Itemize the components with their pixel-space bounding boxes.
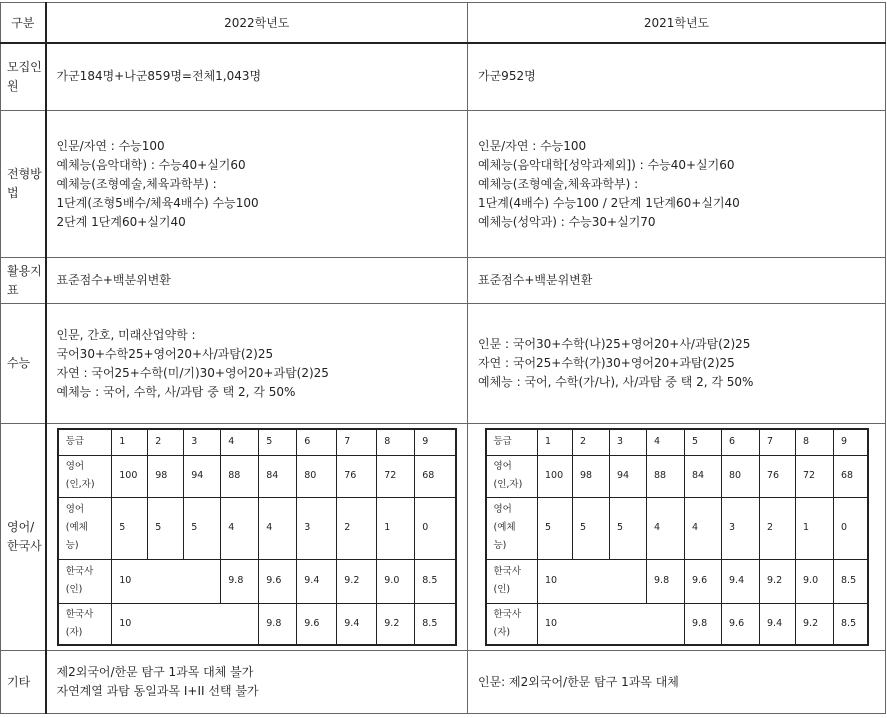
grade-row-hist-nat [486, 603, 868, 645]
etc-2021 [468, 651, 886, 714]
row-eng-hist [1, 424, 886, 651]
csat-2021-line: 예체능 : 국어, 수학(가/나), 사/과탐 중 택 2, 각 50% [478, 375, 754, 389]
grade-table-2022 [57, 428, 457, 646]
method-2021 [468, 111, 886, 258]
grade-row-eng-hum [486, 455, 868, 497]
grade-cell: 76 [760, 455, 796, 497]
grade-label-part: (인) [493, 584, 511, 595]
grade-cell: 5 [610, 497, 647, 559]
grade-cell: 8.5 [415, 603, 456, 645]
grade-cell: 9.4 [337, 603, 377, 645]
grade-cell: 4 [221, 497, 259, 559]
method-2021-line: 인문/자연 : 수능100 [478, 138, 587, 153]
grade-cell: 0 [415, 497, 456, 559]
grade-cell: 5 [148, 497, 184, 559]
grade-header-cell: 2 [148, 429, 184, 455]
grade-row-eng-hum [58, 455, 456, 497]
grade-cell-merged: 10 [538, 559, 647, 603]
label-index: 활용지표 [1, 258, 46, 304]
grade-cell-merged: 10 [538, 603, 685, 645]
grade-row-eng-art [486, 497, 868, 559]
grade-cell: 9.2 [377, 603, 415, 645]
method-2021-line: 예체능(조형예술,체육과학부) : [478, 176, 639, 191]
method-2021-line: 예체능(성악과) : 수능30+실기70 [478, 214, 656, 229]
grade-header-cell: 9 [415, 429, 456, 455]
label-method: 전형방법 [1, 111, 46, 258]
grade-cell: 68 [415, 455, 456, 497]
method-2022 [46, 111, 468, 258]
recruit-2022: 가군184명+나군859명=전체1,043명 [46, 43, 468, 111]
grade-label-part: 영어 [493, 461, 512, 472]
grade-cell: 9.6 [722, 603, 760, 645]
grade-row-label [486, 603, 538, 645]
grade-label-part: 한국사 [65, 566, 94, 577]
grade-cell: 94 [184, 455, 221, 497]
grade-cell: 9.4 [760, 603, 796, 645]
method-2022-line: 1단계(조형5배수/체육4배수) 수능100 [56, 195, 259, 210]
grade-cell: 100 [112, 455, 148, 497]
grade-row-hist-nat [58, 603, 456, 645]
recruit-2021: 가군952명 [468, 43, 886, 111]
grade-cell: 9.6 [297, 603, 337, 645]
method-2022-line: 인문/자연 : 수능100 [56, 138, 165, 153]
grade-row-hist-hum [486, 559, 868, 603]
grade-cell: 72 [796, 455, 834, 497]
grade-cell: 88 [221, 455, 259, 497]
grade-header-cell: 1 [538, 429, 573, 455]
grade-cell: 9.8 [259, 603, 297, 645]
grade-row-label [486, 559, 538, 603]
label-recruit: 모집인원 [1, 43, 46, 111]
grade-header-cell: 등급 [486, 429, 538, 455]
grade-cell: 5 [573, 497, 610, 559]
header-2021: 2021학년도 [468, 3, 886, 43]
grade-cell: 84 [259, 455, 297, 497]
csat-2022-line: 예체능 : 국어, 수학, 사/과탐 중 택 2, 각 50% [56, 384, 296, 399]
grade-label-part: (예체 [65, 522, 88, 533]
grade-cell: 9.6 [685, 559, 722, 603]
grade-cell: 9.8 [647, 559, 685, 603]
grade-cell: 8.5 [834, 603, 868, 645]
grade-cell: 9.4 [722, 559, 760, 603]
grade-cell: 8.5 [415, 559, 456, 603]
grades-2021 [468, 424, 886, 651]
grade-label-part: 능) [65, 540, 79, 551]
csat-2021 [468, 304, 886, 424]
grade-cell: 4 [685, 497, 722, 559]
grade-label-part: 능) [493, 540, 507, 551]
index-2021: 표준점수+백분위변환 [468, 258, 886, 304]
label-csat: 수능 [1, 304, 46, 424]
grade-cell: 94 [610, 455, 647, 497]
header-row [1, 3, 886, 43]
grade-row-label [58, 497, 112, 559]
grade-cell-merged: 10 [112, 559, 221, 603]
grade-header-row [58, 429, 456, 455]
method-2022-line: 예체능(음악대학) : 수능40+실기60 [56, 157, 246, 172]
grade-header-cell: 4 [647, 429, 685, 455]
row-index [1, 258, 886, 304]
grade-label-part: 영어 [65, 461, 85, 472]
grade-header-cell: 4 [221, 429, 259, 455]
grade-cell: 9.2 [796, 603, 834, 645]
grade-cell: 76 [337, 455, 377, 497]
label-etc: 기타 [1, 651, 46, 714]
grade-header-cell: 2 [573, 429, 610, 455]
grade-header-cell: 3 [610, 429, 647, 455]
row-etc [1, 651, 886, 714]
grade-row-label [58, 559, 112, 603]
admission-table [0, 2, 886, 714]
grade-cell: 98 [148, 455, 184, 497]
grade-cell: 72 [377, 455, 415, 497]
grade-header-cell: 8 [796, 429, 834, 455]
grade-row-eng-art [58, 497, 456, 559]
etc-2022 [46, 651, 468, 714]
grade-cell: 100 [538, 455, 573, 497]
method-2022-line: 2단계 1단계60+실기40 [56, 214, 186, 229]
grade-row-label [486, 455, 538, 497]
method-2022-line: 예체능(조형예술,체육과학부) : [56, 176, 217, 191]
grade-header-cell: 6 [297, 429, 337, 455]
csat-2022-line: 인문, 간호, 미래산업약학 : [56, 327, 196, 342]
grade-row-label [58, 455, 112, 497]
row-csat [1, 304, 886, 424]
etc-2022-line: 제2외국어/한문 탐구 1과목 대체 불가 [56, 665, 254, 679]
grade-row-hist-hum [58, 559, 456, 603]
grade-cell: 5 [184, 497, 221, 559]
csat-2022-line: 자연 : 국어25+수학(미/기)30+영어20+과탐(2)25 [56, 365, 329, 380]
grade-cell: 1 [796, 497, 834, 559]
grade-cell: 9.0 [377, 559, 415, 603]
csat-2021-line: 인문 : 국어30+수학(나)25+영어20+사/과탐(2)25 [478, 337, 751, 351]
grade-cell: 4 [259, 497, 297, 559]
grade-header-cell: 7 [337, 429, 377, 455]
grade-cell: 8.5 [834, 559, 868, 603]
grade-header-cell: 5 [685, 429, 722, 455]
grade-cell: 2 [337, 497, 377, 559]
grade-cell: 9.4 [297, 559, 337, 603]
grade-row-label [58, 603, 112, 645]
grade-header-cell: 3 [184, 429, 221, 455]
method-2021-line: 1단계(4배수) 수능100 / 2단계 1단계60+실기40 [478, 195, 740, 210]
grade-label-part: 한국사 [493, 608, 522, 620]
grade-cell-merged: 10 [112, 603, 259, 645]
grade-label-part: 영어 [493, 504, 512, 515]
grade-label-part: (인,자) [493, 479, 523, 490]
grade-header-cell: 8 [377, 429, 415, 455]
etc-2021-line: 인문: 제2외국어/한문 탐구 1과목 대체 [478, 674, 679, 689]
grade-cell: 9.0 [796, 559, 834, 603]
grade-cell: 80 [722, 455, 760, 497]
grade-cell: 1 [377, 497, 415, 559]
grade-cell: 98 [573, 455, 610, 497]
grade-cell: 9.2 [760, 559, 796, 603]
index-2022: 표준점수+백분위변환 [46, 258, 468, 304]
grade-header-cell: 6 [722, 429, 760, 455]
grade-header-cell: 7 [760, 429, 796, 455]
grade-cell: 5 [538, 497, 573, 559]
grade-cell: 68 [834, 455, 868, 497]
grade-label-part: (자) [493, 626, 511, 638]
grade-cell: 9.8 [685, 603, 722, 645]
grade-label-part: 한국사 [65, 608, 94, 620]
etc-2022-line: 자연계열 과탐 동일과목 I+II 선택 불가 [56, 684, 259, 698]
grade-label-part: 한국사 [493, 566, 522, 577]
grade-label-part: (인) [65, 584, 83, 595]
header-2022: 2022학년도 [46, 3, 468, 43]
grade-header-cell: 9 [834, 429, 868, 455]
grade-label-part: 영어 [65, 504, 85, 515]
grade-cell: 84 [685, 455, 722, 497]
grade-row-label [486, 497, 538, 559]
grade-cell: 9.8 [221, 559, 259, 603]
grade-header-cell: 등급 [58, 429, 112, 455]
grade-header-row [486, 429, 868, 455]
grade-cell: 4 [647, 497, 685, 559]
grade-cell: 0 [834, 497, 868, 559]
label-eng-hist: 영어/한국사 [1, 424, 46, 651]
row-recruit [1, 43, 886, 111]
grade-header-cell: 5 [259, 429, 297, 455]
grade-cell: 3 [722, 497, 760, 559]
csat-2022-line: 국어30+수학25+영어20+사/과탐(2)25 [56, 346, 274, 361]
grade-label-part: (자) [65, 626, 83, 638]
method-2021-line: 예체능(음악대학[성악과제외]) : 수능40+실기60 [478, 157, 735, 172]
header-category: 구분 [1, 3, 46, 43]
grade-table-2021 [485, 428, 869, 646]
grades-2022 [46, 424, 468, 651]
grade-label-part: (예체 [493, 522, 516, 533]
grade-cell: 88 [647, 455, 685, 497]
grade-cell: 9.6 [259, 559, 297, 603]
csat-2021-line: 자연 : 국어25+수학(가)30+영어20+과탐(2)25 [478, 356, 735, 370]
csat-2022 [46, 304, 468, 424]
grade-label-part: (인,자) [65, 479, 95, 490]
grade-cell: 2 [760, 497, 796, 559]
row-method [1, 111, 886, 258]
grade-cell: 5 [112, 497, 148, 559]
grade-cell: 9.2 [337, 559, 377, 603]
grade-header-cell: 1 [112, 429, 148, 455]
grade-cell: 3 [297, 497, 337, 559]
grade-cell: 80 [297, 455, 337, 497]
